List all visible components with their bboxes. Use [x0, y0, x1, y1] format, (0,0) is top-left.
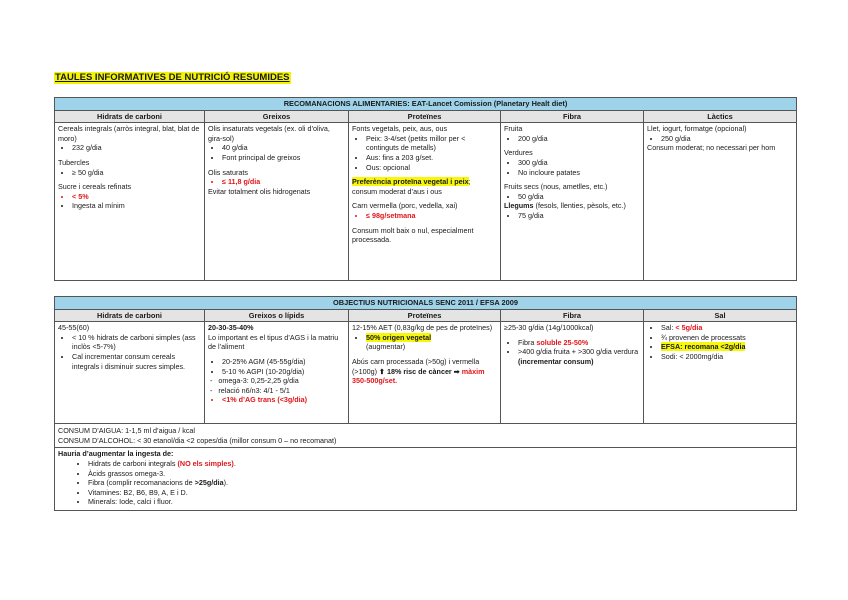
table-banner: RECOMANACIONS ALIMENTARIES: EAT-Lancet Comission (Planetary Healt diet) [55, 98, 797, 111]
column-header: Proteïnes [349, 110, 501, 123]
column-header: Làctics [644, 110, 797, 123]
water-alcohol-cell: CONSUM D’AIGUA: 1-1,5 ml d’aigua / kcal CONSUM D’ALCOHOL: < 30 etanol/dia <2 copes/dia (millor consum 0 – no recomanat) [55, 424, 797, 448]
increase-intake-cell: Hauria d’augmentar la ingesta de: • Hidrats de carboni integrals (NO els simples). • Àcids grassos omega-3. • Fibra (complir recomanacions de >25g/dia). • Vitamines: B2, B6, B9, A, E i D. • Minerals: Iode, calci i fluor. [55, 448, 797, 511]
column-header: Greixos o lípids [205, 309, 349, 322]
column-header: Fibra [501, 110, 644, 123]
protein-cell: Fonts vegetals, peix, aus, ous • Peix: 3-4/set (petits millor per < continguts de metalls) • Aus: fins a 203 g/set. • Ous: opcional Preferència proteïna vegetal i peix; consum moderat d’aus i ous Carn vermella (porc, vedella, xai) • ≤ 98g/setmana Consum molt baix o nul, especialment processada. [349, 123, 501, 281]
column-header: Greixos [205, 110, 349, 123]
protein-cell: 12-15% AET (0,83g/kg de pes de proteïnes) • 50% origen vegetal (augmentar) Abús carn processada (>50g) i vermella (>100g) ⬆ 18% risc de càncer ➡ màxim 350-500g/set. [349, 322, 501, 424]
senc-efsa-table [54, 296, 797, 511]
eat-lancet-table [54, 97, 797, 281]
dairy-cell: Llet, iogurt, formatge (opcional) • 250 g/dia Consum moderat; no necessari per hom [644, 123, 797, 281]
fiber-cell: ≥25-30 g/dia (14g/1000kcal) • Fibra soluble 25-50% • >400 g/dia fruita + >300 g/dia verdura (incrementar consum) [501, 322, 644, 424]
column-header: Fibra [501, 309, 644, 322]
highlight-text: Preferència proteïna vegetal i peix [352, 177, 469, 187]
column-header: Sal [644, 309, 797, 322]
column-header: Hidrats de carboni [55, 110, 205, 123]
salt-cell: • Sal: < 5g/dia • ¾ provenen de processats • EFSA: recomana <2g/dia • Sodi: < 2000mg/dia [644, 322, 797, 424]
fats-cell: 20-30-35-40% Lo important es el tipus d’AGS i la matriu de l’aliment • 20-25% AGM (45-55g/dia) • 5-10 % AGPI (10-20g/dia) - omega-3: 0,25-2,25 g/dia - relació n6/n3: 4/1 - 5/1 • <1% d’AG trans (<3g/dia) [205, 322, 349, 424]
column-header: Proteïnes [349, 309, 501, 322]
highlight-text: EFSA: recomana <2g/dia [661, 342, 746, 352]
carbs-cell: 45-55(60) • < 10 % hidrats de carboni simples (ass inclòs <5-7%) • Cal incrementar consum cereals integrals i disminuir sucres simples. [55, 322, 205, 424]
column-header: Hidrats de carboni [55, 309, 205, 322]
highlight-text: 50% origen vegetal [366, 332, 432, 342]
fiber-cell: Fruita • 200 g/dia Verdures • 300 g/dia • No incloure patates Fruits secs (nous, ametlles, etc.) • 50 g/dia Llegums (fesols, llenties, pèsols, etc.) • 75 g/dia [501, 123, 644, 281]
carbs-cell: Cereals integrals (arròs integral, blat, blat de moro) • 232 g/dia Tubercles • ≥ 50 g/dia Sucre i cereals refinats • < 5% • Ingesta al mínim [55, 123, 205, 281]
page-title: TAULES INFORMATIVES DE NUTRICIÓ RESUMIDES [55, 72, 290, 83]
fats-cell: Olis insaturats vegetals (ex. oli d’oliva, gira-sol) • 40 g/dia • Font principal de greixos Olis saturats • ≤ 11,8 g/dia Evitar totalment olis hidrogenats [205, 123, 349, 281]
table-banner: OBJECTIUS NUTRICIONALS SENC 2011 / EFSA 2009 [55, 297, 797, 310]
